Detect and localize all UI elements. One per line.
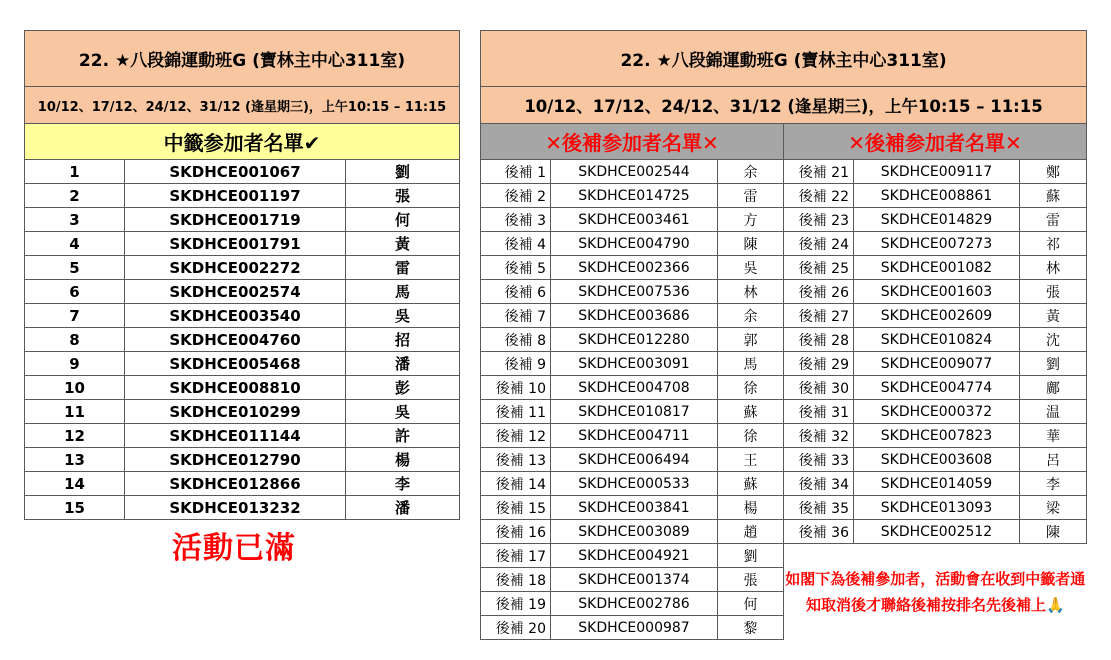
member-code: SKDHCE012280 xyxy=(551,328,718,352)
table-row xyxy=(25,352,460,376)
selected-participants-table xyxy=(24,30,460,520)
member-code: SKDHCE001082 xyxy=(854,256,1020,280)
member-surname: 雷 xyxy=(346,256,460,280)
member-code: SKDHCE012866 xyxy=(125,472,346,496)
row-number: 3 xyxy=(25,208,125,232)
member-surname: 温 xyxy=(1020,400,1087,424)
member-surname: 雷 xyxy=(1020,208,1087,232)
table-row xyxy=(481,472,1087,496)
member-surname: 黎 xyxy=(718,616,784,640)
table-row xyxy=(25,232,460,256)
member-code: SKDHCE000533 xyxy=(551,472,718,496)
row-number: 12 xyxy=(25,424,125,448)
member-surname: 雷 xyxy=(718,184,784,208)
waitlist-number: 後補 25 xyxy=(784,256,854,280)
waitlist-number: 後補 10 xyxy=(481,376,551,400)
member-surname: 黃 xyxy=(346,232,460,256)
member-surname: 蘇 xyxy=(1020,184,1087,208)
member-code: SKDHCE010817 xyxy=(551,400,718,424)
member-surname: 劉 xyxy=(718,544,784,568)
member-code: SKDHCE002272 xyxy=(125,256,346,280)
class-schedule: 10/12、17/12、24/12、31/12 (逢星期三)，上午10:15 – 11:15 xyxy=(25,87,460,124)
table-row xyxy=(25,184,460,208)
waitlist-number: 後補 8 xyxy=(481,328,551,352)
table-row xyxy=(25,328,460,352)
waitlist-number: 後補 36 xyxy=(784,520,854,544)
waitlist-number: 後補 12 xyxy=(481,424,551,448)
table-row xyxy=(25,424,460,448)
member-surname: 張 xyxy=(718,568,784,592)
table-row xyxy=(25,376,460,400)
member-code: SKDHCE008810 xyxy=(125,376,346,400)
table-row xyxy=(481,352,1087,376)
member-surname: 馬 xyxy=(346,280,460,304)
member-code: SKDHCE007273 xyxy=(854,232,1020,256)
member-code: SKDHCE011144 xyxy=(125,424,346,448)
member-surname: 祁 xyxy=(1020,232,1087,256)
table-row xyxy=(481,328,1087,352)
waitlist-number: 後補 20 xyxy=(481,616,551,640)
waitlist-number: 後補 33 xyxy=(784,448,854,472)
member-surname: 余 xyxy=(718,160,784,184)
row-number: 5 xyxy=(25,256,125,280)
member-surname: 招 xyxy=(346,328,460,352)
member-code: SKDHCE008861 xyxy=(854,184,1020,208)
waitlist-table xyxy=(480,30,1087,640)
member-code: SKDHCE014829 xyxy=(854,208,1020,232)
row-number: 6 xyxy=(25,280,125,304)
member-surname: 徐 xyxy=(718,424,784,448)
member-surname: 陳 xyxy=(1020,520,1087,544)
member-code: SKDHCE003089 xyxy=(551,520,718,544)
member-code: SKDHCE003091 xyxy=(551,352,718,376)
member-code: SKDHCE002366 xyxy=(551,256,718,280)
row-number: 14 xyxy=(25,472,125,496)
member-surname: 沈 xyxy=(1020,328,1087,352)
member-surname: 楊 xyxy=(346,448,460,472)
member-code: SKDHCE001374 xyxy=(551,568,718,592)
table-row xyxy=(481,184,1087,208)
waitlist-number: 後補 32 xyxy=(784,424,854,448)
member-surname: 梁 xyxy=(1020,496,1087,520)
table-row xyxy=(481,232,1087,256)
member-surname: 吳 xyxy=(346,400,460,424)
waitlist-number: 後補 2 xyxy=(481,184,551,208)
member-surname: 華 xyxy=(1020,424,1087,448)
member-surname: 劉 xyxy=(346,160,460,184)
member-code: SKDHCE003841 xyxy=(551,496,718,520)
member-surname: 林 xyxy=(1020,256,1087,280)
class-title: 22. ★八段錦運動班G (寶林主中心311室) xyxy=(25,31,460,87)
member-code: SKDHCE004708 xyxy=(551,376,718,400)
member-surname: 張 xyxy=(1020,280,1087,304)
member-surname: 徐 xyxy=(718,376,784,400)
class-full-notice: 活動已滿 xyxy=(172,531,296,566)
member-surname: 王 xyxy=(718,448,784,472)
table-row xyxy=(25,472,460,496)
row-number: 4 xyxy=(25,232,125,256)
member-code: SKDHCE009077 xyxy=(854,352,1020,376)
member-code: SKDHCE001791 xyxy=(125,232,346,256)
member-surname: 李 xyxy=(1020,472,1087,496)
member-surname: 楊 xyxy=(718,496,784,520)
table-row xyxy=(25,208,460,232)
waitlist-number: 後補 30 xyxy=(784,376,854,400)
member-surname: 吳 xyxy=(718,256,784,280)
member-surname: 呂 xyxy=(1020,448,1087,472)
member-code: SKDHCE004790 xyxy=(551,232,718,256)
table-row xyxy=(481,424,1087,448)
waitlist-number: 後補 34 xyxy=(784,472,854,496)
row-number: 2 xyxy=(25,184,125,208)
table-row xyxy=(481,520,1087,544)
row-number: 10 xyxy=(25,376,125,400)
member-surname: 蘇 xyxy=(718,472,784,496)
waitlist-number: 後補 13 xyxy=(481,448,551,472)
member-surname: 潘 xyxy=(346,352,460,376)
member-code: SKDHCE000987 xyxy=(551,616,718,640)
member-code: SKDHCE006494 xyxy=(551,448,718,472)
member-surname: 趙 xyxy=(718,520,784,544)
member-surname: 何 xyxy=(346,208,460,232)
member-surname: 張 xyxy=(346,184,460,208)
waitlist-number: 後補 16 xyxy=(481,520,551,544)
waitlist-header-b: ✕後補参加者名單✕ xyxy=(784,124,1087,160)
member-code: SKDHCE005468 xyxy=(125,352,346,376)
member-code: SKDHCE002574 xyxy=(125,280,346,304)
waitlist-number: 後補 6 xyxy=(481,280,551,304)
member-surname: 何 xyxy=(718,592,784,616)
member-code: SKDHCE002544 xyxy=(551,160,718,184)
table-row xyxy=(25,280,460,304)
waitlist-number: 後補 15 xyxy=(481,496,551,520)
member-code: SKDHCE010299 xyxy=(125,400,346,424)
member-code: SKDHCE013232 xyxy=(125,496,346,520)
member-code: SKDHCE007823 xyxy=(854,424,1020,448)
member-surname: 鄭 xyxy=(1020,160,1087,184)
waitlist-number: 後補 31 xyxy=(784,400,854,424)
class-title-right: 22. ★八段錦運動班G (寶林主中心311室) xyxy=(481,31,1087,87)
member-surname: 馬 xyxy=(718,352,784,376)
row-number: 1 xyxy=(25,160,125,184)
member-code: SKDHCE003461 xyxy=(551,208,718,232)
member-code: SKDHCE001067 xyxy=(125,160,346,184)
table-row xyxy=(481,544,1087,568)
waitlist-number: 後補 35 xyxy=(784,496,854,520)
member-code: SKDHCE004774 xyxy=(854,376,1020,400)
row-number: 7 xyxy=(25,304,125,328)
row-number: 15 xyxy=(25,496,125,520)
member-code: SKDHCE001719 xyxy=(125,208,346,232)
table-row xyxy=(481,376,1087,400)
waitlist-number: 後補 27 xyxy=(784,304,854,328)
table-row xyxy=(481,448,1087,472)
waitlist-number: 後補 17 xyxy=(481,544,551,568)
member-code: SKDHCE014725 xyxy=(551,184,718,208)
member-surname: 潘 xyxy=(346,496,460,520)
member-code: SKDHCE004711 xyxy=(551,424,718,448)
waitlist-number: 後補 14 xyxy=(481,472,551,496)
member-code: SKDHCE001197 xyxy=(125,184,346,208)
waitlist-number: 後補 18 xyxy=(481,568,551,592)
member-surname: 蘇 xyxy=(718,400,784,424)
table-row xyxy=(25,304,460,328)
waitlist-note: 如閣下為後補參加者，活動會在收到中籤者通知取消後才聯絡後補按排名先後補上🙏 xyxy=(784,544,1087,640)
class-schedule-right: 10/12、17/12、24/12、31/12 (逢星期三)，上午10:15 – 11:15 xyxy=(481,87,1087,124)
member-surname: 吳 xyxy=(346,304,460,328)
table-row xyxy=(25,496,460,520)
table-row xyxy=(481,280,1087,304)
member-code: SKDHCE002786 xyxy=(551,592,718,616)
member-code: SKDHCE009117 xyxy=(854,160,1020,184)
member-surname: 陳 xyxy=(718,232,784,256)
member-code: SKDHCE013093 xyxy=(854,496,1020,520)
table-row xyxy=(25,448,460,472)
table-row xyxy=(25,256,460,280)
row-number: 9 xyxy=(25,352,125,376)
waitlist-number: 後補 24 xyxy=(784,232,854,256)
member-code: SKDHCE000372 xyxy=(854,400,1020,424)
waitlist-number: 後補 7 xyxy=(481,304,551,328)
member-surname: 李 xyxy=(346,472,460,496)
waitlist-number: 後補 29 xyxy=(784,352,854,376)
member-surname: 鄺 xyxy=(1020,376,1087,400)
member-code: SKDHCE014059 xyxy=(854,472,1020,496)
member-surname: 余 xyxy=(718,304,784,328)
waitlist-number: 後補 3 xyxy=(481,208,551,232)
member-code: SKDHCE004760 xyxy=(125,328,346,352)
member-surname: 黃 xyxy=(1020,304,1087,328)
member-surname: 劉 xyxy=(1020,352,1087,376)
waitlist-number: 後補 22 xyxy=(784,184,854,208)
waitlist-number: 後補 5 xyxy=(481,256,551,280)
member-code: SKDHCE003540 xyxy=(125,304,346,328)
member-surname: 彭 xyxy=(346,376,460,400)
table-row xyxy=(481,304,1087,328)
waitlist-number: 後補 11 xyxy=(481,400,551,424)
table-row xyxy=(481,496,1087,520)
row-number: 11 xyxy=(25,400,125,424)
row-number: 13 xyxy=(25,448,125,472)
row-number: 8 xyxy=(25,328,125,352)
table-row xyxy=(25,400,460,424)
member-code: SKDHCE002512 xyxy=(854,520,1020,544)
waitlist-number: 後補 28 xyxy=(784,328,854,352)
member-code: SKDHCE007536 xyxy=(551,280,718,304)
member-code: SKDHCE003608 xyxy=(854,448,1020,472)
table-row xyxy=(481,160,1087,184)
selected-list-header: 中籤参加者名單✔ xyxy=(25,124,460,160)
member-code: SKDHCE010824 xyxy=(854,328,1020,352)
member-surname: 郭 xyxy=(718,328,784,352)
waitlist-number: 後補 21 xyxy=(784,160,854,184)
member-code: SKDHCE004921 xyxy=(551,544,718,568)
member-code: SKDHCE012790 xyxy=(125,448,346,472)
member-code: SKDHCE003686 xyxy=(551,304,718,328)
table-row xyxy=(25,160,460,184)
waitlist-number: 後補 23 xyxy=(784,208,854,232)
waitlist-header-a: ✕後補参加者名單✕ xyxy=(481,124,784,160)
table-row xyxy=(481,400,1087,424)
table-row xyxy=(481,256,1087,280)
waitlist-number: 後補 26 xyxy=(784,280,854,304)
table-row xyxy=(481,208,1087,232)
waitlist-number: 後補 9 xyxy=(481,352,551,376)
waitlist-number: 後補 4 xyxy=(481,232,551,256)
waitlist-number: 後補 19 xyxy=(481,592,551,616)
waitlist-number: 後補 1 xyxy=(481,160,551,184)
member-code: SKDHCE001603 xyxy=(854,280,1020,304)
member-surname: 林 xyxy=(718,280,784,304)
member-code: SKDHCE002609 xyxy=(854,304,1020,328)
member-surname: 許 xyxy=(346,424,460,448)
member-surname: 方 xyxy=(718,208,784,232)
